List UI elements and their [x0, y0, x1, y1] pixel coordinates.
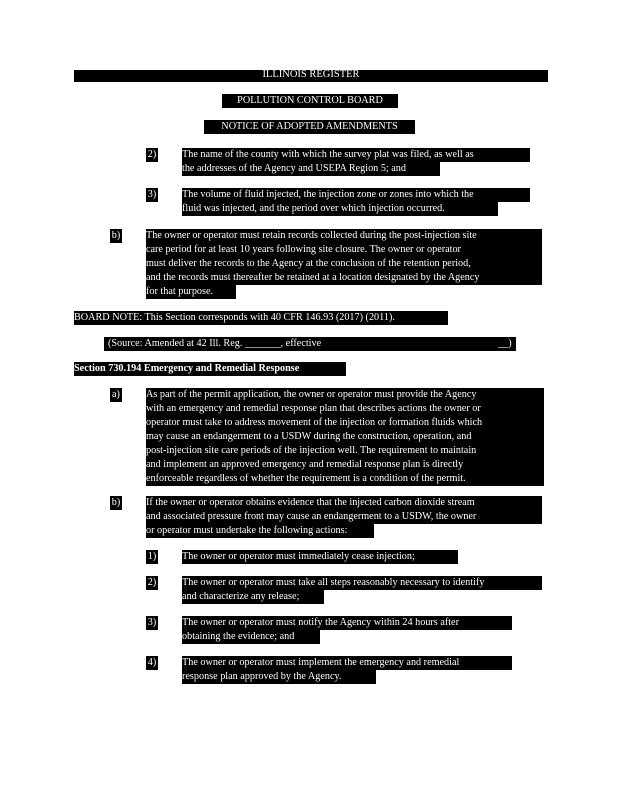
section-a-number: a): [110, 388, 122, 402]
item-3-line: The volume of fluid injected, the injection zone or zones into which the: [182, 189, 474, 200]
section-b-number: b): [111, 497, 121, 508]
source-end: __): [498, 338, 512, 349]
register-title: ILLINOIS REGISTER: [262, 69, 360, 80]
section-b1-line: The owner or operator must immediately cease injection;: [182, 551, 415, 562]
item-b-number: b): [111, 230, 121, 241]
item-2-line: the addresses of the Agency and USEPA Region 5; and: [182, 163, 406, 174]
section-a-line: post-injection site care periods of the injection well. The requirement to maintain: [146, 445, 477, 456]
section-a-line: and implement an approved emergency and remedial response plan is directly: [146, 459, 464, 470]
item-b-line: care period for at least 10 years following site closure. The owner or operator: [146, 244, 461, 255]
section-a-line: enforceable regardless of whether the requirement is a condition of the permit.: [146, 473, 466, 484]
section-b2-line: and characterize any release;: [182, 591, 300, 602]
section-b3-line: The owner or operator must notify the Agency within 24 hours after: [182, 617, 459, 628]
item-3-text: [182, 188, 530, 216]
section-a-text: [146, 388, 544, 486]
section-a-line: As part of the permit application, the owner or operator must provide the Agency: [146, 389, 477, 400]
source-text: (Source: Amended at 42 Ill. Reg. _______, effective: [108, 338, 322, 349]
section-b-line: and associated pressure front may cause an endangerment to a USDW, the owner: [146, 511, 477, 522]
section-b4-line: response plan approved by the Agency.: [182, 671, 342, 682]
section-b1-text: [182, 550, 458, 564]
section-b-line: or operator must undertake the following actions:: [146, 525, 348, 536]
section-b4-line: The owner or operator must implement the emergency and remedial: [182, 657, 460, 668]
item-b-line: for that purpose.: [146, 286, 214, 297]
section-b4-number: 4): [147, 657, 157, 668]
board-title: POLLUTION CONTROL BOARD: [222, 94, 398, 108]
item-b-line: The owner or operator must retain records collected during the post-injection site: [146, 230, 477, 241]
section-a-line: with an emergency and remedial response plan that describes actions the owner or: [146, 403, 481, 414]
item-3-number: 3): [147, 189, 157, 200]
section-b3-line: obtaining the evidence; and: [182, 631, 295, 642]
board-note: BOARD NOTE: This Section corresponds with 40 CFR 146.93 (2017) (2011).: [74, 311, 448, 325]
item-2-line: The name of the county with which the survey plat was filed, as well as: [182, 149, 474, 160]
section-a-line: operator must take to address movement of the injection or formation fluids which: [146, 417, 483, 428]
section-b2-line: The owner or operator must take all steps reasonably necessary to identify: [182, 577, 485, 588]
item-2-number: 2): [147, 149, 157, 160]
section-a-line: may cause an endangerment to a USDW during the construction, operation, and: [146, 431, 472, 442]
source-line: [74, 337, 516, 351]
section-b1-number: 1): [147, 551, 157, 562]
section-b-line: If the owner or operator obtains evidence that the injected carbon dioxide stream: [146, 497, 475, 508]
notice-title: NOTICE OF ADOPTED AMENDMENTS: [204, 120, 415, 134]
item-b-line: and the records must thereafter be retained at a location designated by the Agency: [146, 272, 480, 283]
section-b2-number: 2): [147, 577, 157, 588]
section-title: Section 730.194 Emergency and Remedial Response: [74, 362, 346, 376]
item-b-line: must deliver the records to the Agency at the conclusion of the retention period,: [146, 258, 471, 269]
section-b3-number: 3): [147, 617, 157, 628]
item-3-line: fluid was injected, and the period over which injection occurred.: [182, 203, 445, 214]
